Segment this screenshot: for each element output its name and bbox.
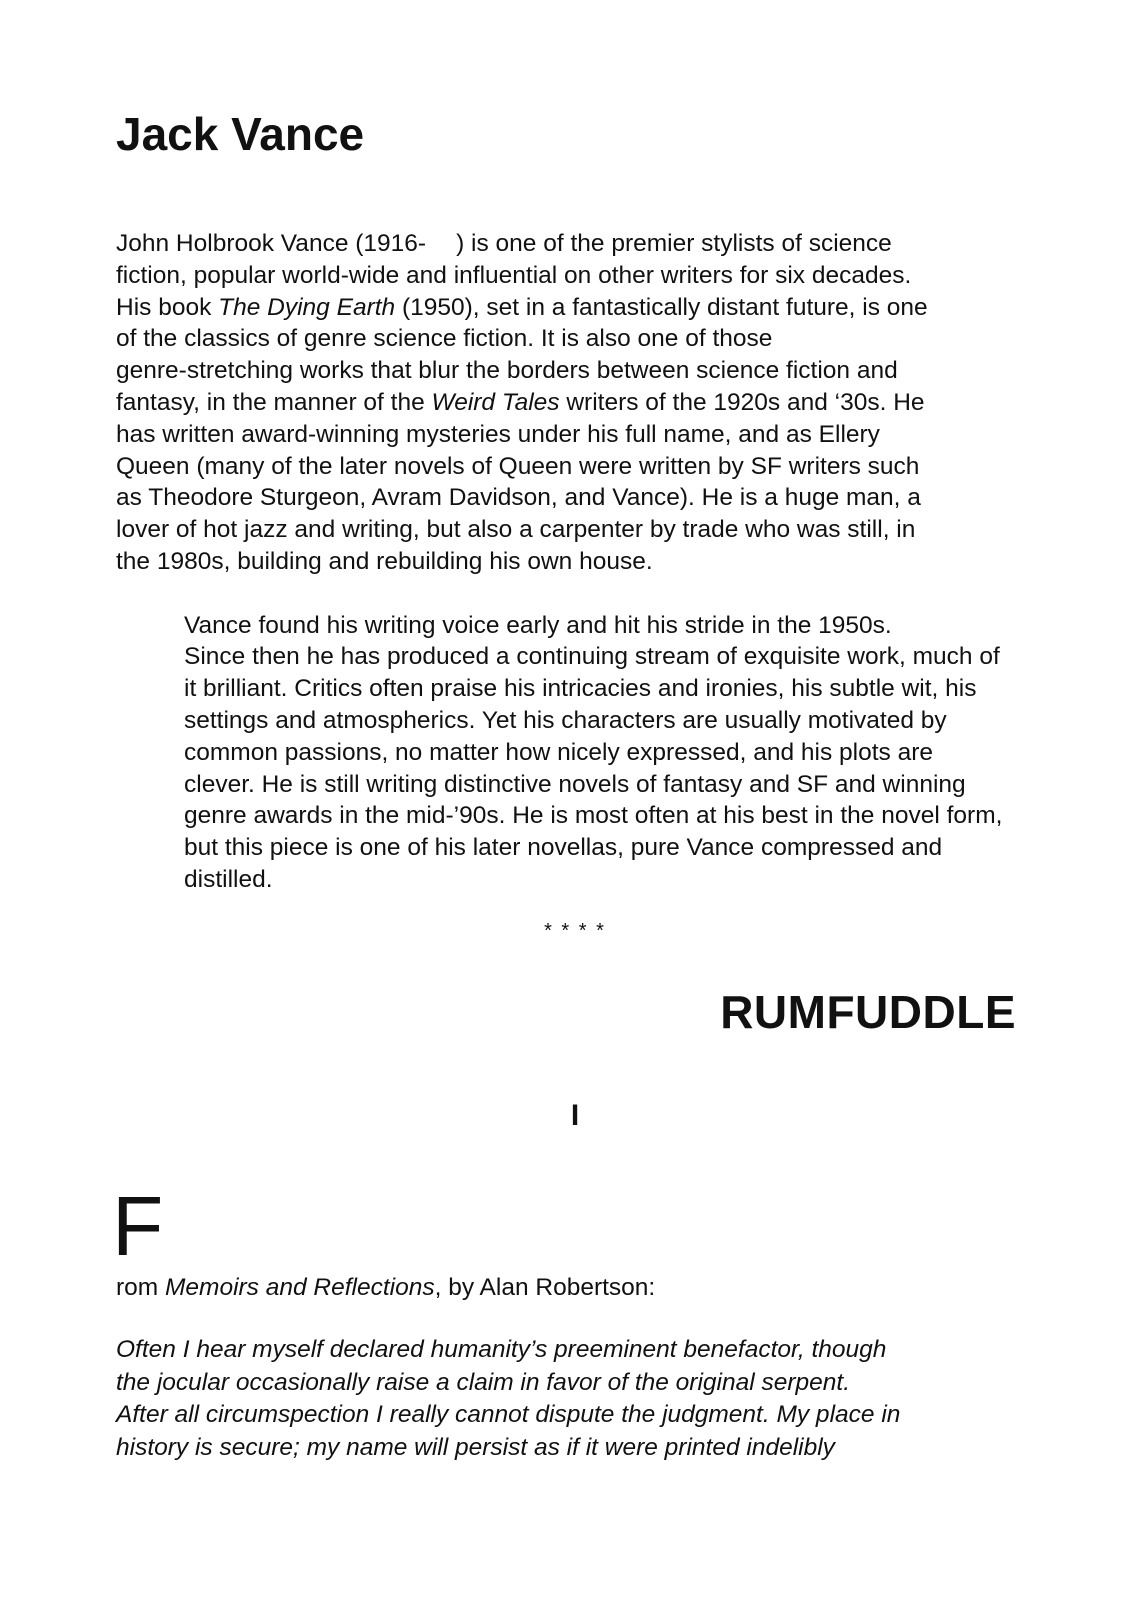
text-line bbox=[116, 451, 1016, 483]
text-run: Vance found his writing voice early and hit his stride in the 1950s. bbox=[184, 611, 892, 639]
text-line bbox=[116, 482, 1016, 514]
text-run: distilled. bbox=[184, 865, 273, 893]
text-run: fantasy, in the manner of the bbox=[116, 388, 432, 416]
text-run: as Theodore Sturgeon, Avram Davidson, and Vance). He is a huge man, a bbox=[116, 484, 921, 512]
text-line bbox=[116, 546, 1016, 578]
text-run: ) is one of the premier stylists of science bbox=[456, 230, 892, 257]
excerpt-line: Often I hear myself declared humanity’s preeminent benefactor, though bbox=[116, 1336, 887, 1363]
text-run: Since then he has produced a continuing stream of exquisite work, much of bbox=[184, 643, 1000, 671]
text-run: but this piece is one of his later novellas, pure Vance compressed and bbox=[184, 834, 943, 862]
story-title: RUMFUDDLE bbox=[720, 986, 1016, 1038]
text-line bbox=[116, 387, 1016, 419]
text-line bbox=[116, 832, 1016, 864]
text-run: His book bbox=[116, 293, 219, 321]
text-run: Queen (many of the later novels of Queen were written by SF writers such bbox=[116, 452, 920, 480]
text-line bbox=[116, 610, 1016, 642]
excerpt-line: history is secure; my name will persist as if it were printed indelibly bbox=[116, 1433, 835, 1461]
text-line bbox=[116, 800, 1016, 832]
intro-paragraph-2 bbox=[116, 610, 1016, 896]
text-line bbox=[116, 673, 1016, 705]
author-heading: Jack Vance bbox=[116, 108, 365, 160]
text-run: genre awards in the mid-’90s. He is most often at his best in the novel form, bbox=[184, 802, 1003, 830]
text-run: the 1980s, building and rebuilding his own house. bbox=[116, 547, 653, 575]
text-line bbox=[116, 228, 1016, 260]
introduction bbox=[116, 228, 1016, 896]
excerpt-line: the jocular occasionally raise a claim in favor of the original serpent. bbox=[116, 1368, 851, 1396]
italic-title: Weird Tales bbox=[431, 388, 560, 416]
text-line bbox=[116, 864, 1016, 896]
text-line bbox=[116, 260, 1016, 292]
text-run: clever. He is still writing distinctive novels of fantasy and SF and winning bbox=[184, 770, 966, 798]
italic-title: The Dying Earth bbox=[218, 293, 396, 321]
text-line bbox=[116, 419, 1016, 451]
excerpt-line: After all circumspection I really cannot dispute the judgment. My place in bbox=[116, 1401, 901, 1429]
text-run: John Holbrook Vance (1916- bbox=[116, 230, 427, 257]
text-run: writers of the 1920s and ‘30s. He bbox=[559, 388, 925, 416]
text-line bbox=[116, 641, 1016, 673]
text-line bbox=[116, 769, 1016, 801]
section-separator: * * * * bbox=[544, 920, 606, 942]
text-run: it brilliant. Critics often praise his intricacies and ironies, his subtle wit, his bbox=[184, 675, 977, 703]
drop-cap-letter: F bbox=[112, 1179, 164, 1273]
source-book-title: Memoirs and Reflections bbox=[165, 1274, 435, 1301]
text-line bbox=[116, 737, 1016, 769]
text-line bbox=[116, 323, 1016, 355]
text-run: lover of hot jazz and writing, but also a carpenter by trade who was still, in bbox=[116, 516, 916, 544]
memoir-excerpt bbox=[116, 1334, 1016, 1464]
text-line bbox=[116, 355, 1016, 387]
document-page bbox=[112, 0, 1016, 1600]
text-run: settings and atmospherics. Yet his characters are usually motivated by bbox=[184, 706, 947, 734]
text-run: of the classics of genre science fiction. It is also one of those bbox=[116, 325, 773, 353]
source-suffix: , by Alan Robertson: bbox=[434, 1274, 656, 1301]
text-run: (1950), set in a fantastically distant future, is one bbox=[395, 293, 928, 321]
text-run: genre-stretching works that blur the borders between science fiction and bbox=[116, 357, 898, 385]
text-run: has written award-winning mysteries under his full name, and as Ellery bbox=[116, 420, 880, 448]
text-line bbox=[116, 705, 1016, 737]
source-prefix: rom bbox=[116, 1274, 165, 1301]
intro-paragraph-1 bbox=[116, 228, 1016, 578]
source-attribution bbox=[116, 1272, 655, 1304]
chapter-number: I bbox=[570, 1099, 580, 1132]
text-line bbox=[116, 292, 1016, 324]
text-run: fiction, popular world-wide and influential on other writers for six decades. bbox=[116, 261, 912, 289]
text-run: common passions, no matter how nicely expressed, and his plots are bbox=[184, 738, 933, 766]
text-line bbox=[116, 514, 1016, 546]
